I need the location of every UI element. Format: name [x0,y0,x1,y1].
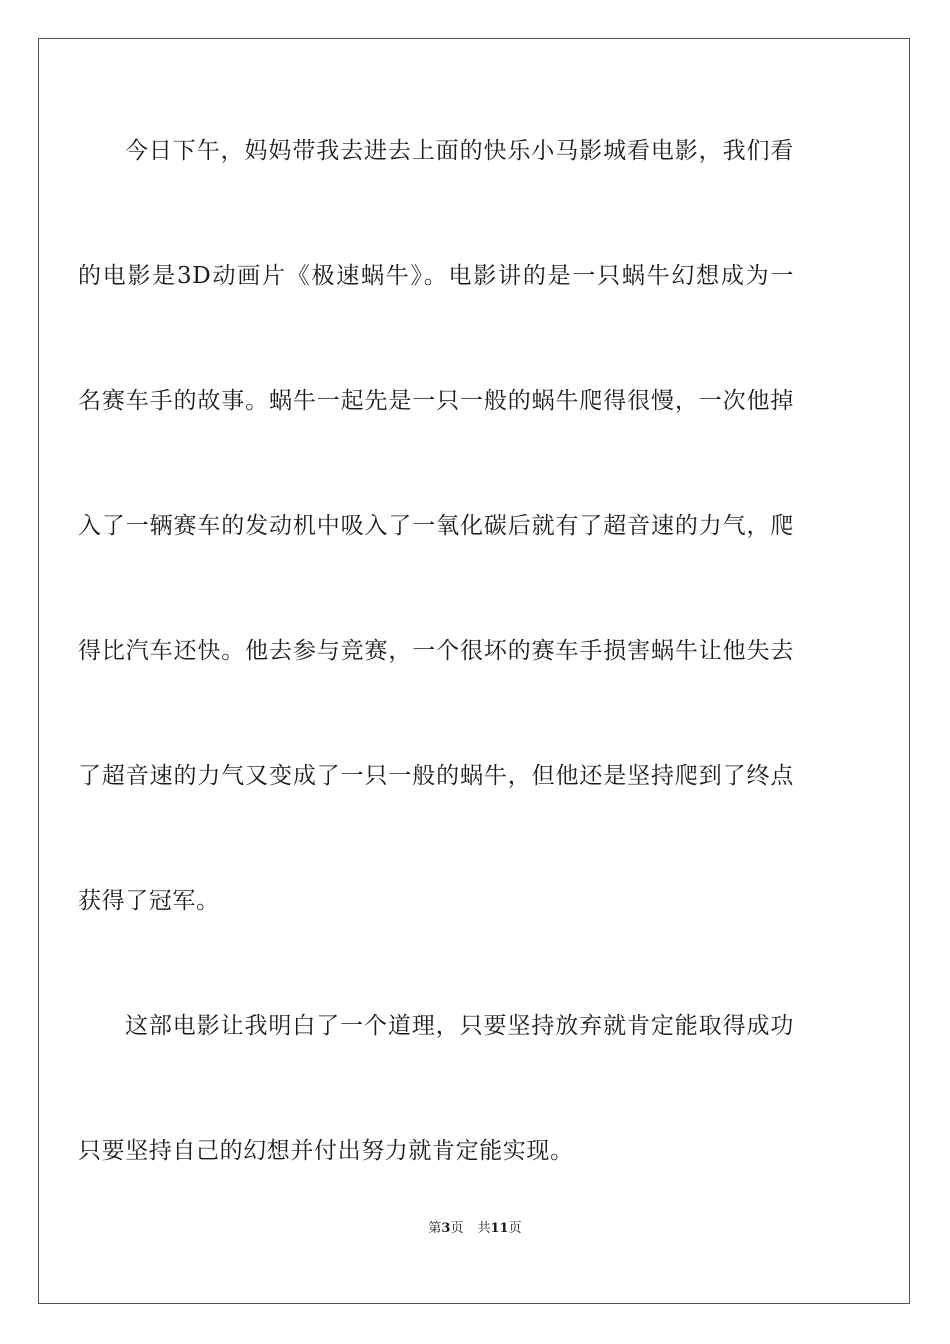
total-page-count: 11 [490,1221,509,1236]
paragraph-1-line-5: 得比汽车还快。他去参与竞赛，一个很坏的赛车手损害蜗牛让他失去 [78,638,794,664]
total-suffix: 页 [508,1221,522,1236]
page-prefix: 第 [428,1221,442,1236]
page-suffix: 页 [450,1221,464,1236]
paragraph-1-line-6: 了超音速的力气又变成了一只一般的蜗牛，但他还是坚持爬到了终点 [78,763,794,789]
paragraph-1-line-1: 今日下午，妈妈带我去进去上面的快乐小马影城看电影，我们看 [125,138,794,164]
paragraph-1-line-7: 获得了冠军。 [78,888,220,914]
paragraph-1-line-3: 名赛车手的故事。蜗牛一起先是一只一般的蜗牛爬得很慢，一次他掉 [78,388,794,414]
total-prefix: 共 [477,1221,491,1236]
paragraph-1-line-4: 入了一辆赛车的发动机中吸入了一氧化碳后就有了超音速的力气，爬 [78,513,794,539]
paragraph-2-line-1: 这部电影让我明白了一个道理，只要坚持放弃就肯定能取得成功 [125,1013,794,1039]
paragraph-2-line-2: 只要坚持自己的幻想并付出努力就肯定能实现。 [78,1138,574,1164]
current-page-number: 3 [441,1221,451,1236]
page-footer [0,1220,950,1238]
page-border [38,38,910,1304]
paragraph-1-line-2: 的电影是3D动画片《极速蜗牛》。电影讲的是一只蜗牛幻想成为一 [78,263,794,289]
